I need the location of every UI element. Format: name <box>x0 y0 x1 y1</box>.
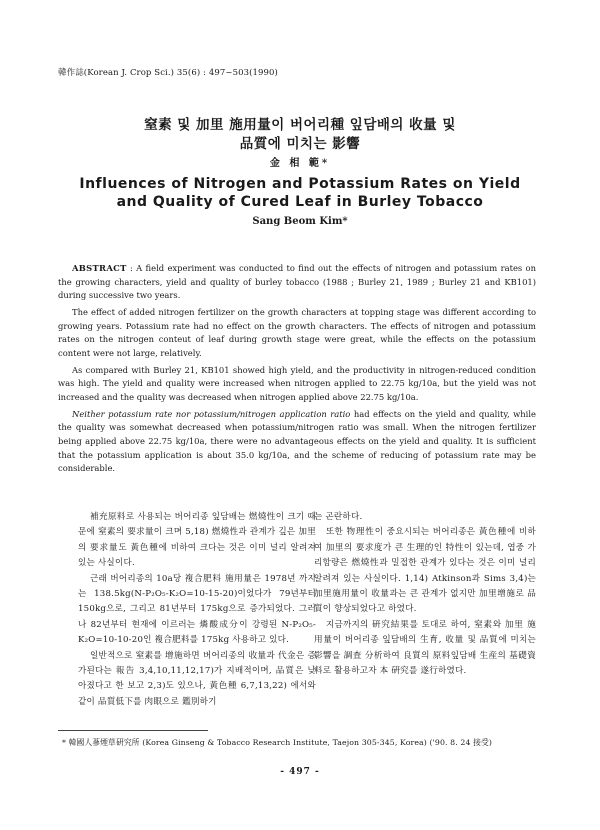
footnote: * 韓國人蔘煙草硏究所 (Korea Ginseng & Tobacco Research Institute, Taejon 305-345, Korea) ('90. 8. 24 接受) <box>62 738 493 747</box>
abstract-text-1: : A field experiment was conducted to find out the effects of nitrogen and potassium rates on the growing characters, yield and quality of burley tobacco (1988 ; Burley 21, 1989 ; Burley 21 and KB101) during successive two years. <box>58 263 536 301</box>
abstract-paragraph-2: The effect of added nitrogen fertilizer on the growth characters at topping stage was different according to growing years. Potassium rate had no effect on the growth characters. The effects of nitrogen and potassium rates on the nitrogen conteut of leaf during growth stage were great, while the effects on the potassium content were not large, relatively. <box>58 307 536 358</box>
body-paragraph: 補充原料로 사용되는 버어리종 잎담배는 燃燒性이 크기 때문에 窒素의 要求量이 크며 5,18) 燃燒性과 관계가 깊은 加里의 要求量도 黃色種에 비하여 크다는 것은 이미 널리 알려져 있는 사실이다. <box>78 512 316 569</box>
abstract-paragraph-3: As compared with Burley 21, KB101 showed high yield, and the productivity in nitrogen-reduced condition was high. The yield and quality were increased when nitrogen applied to 22.75 kg/10a, but the yield was not increased and the quality was decreased when nitrogen applied above 22.75 kg/10a. <box>58 364 536 402</box>
body-paragraph: 일반적으로 窒素를 增施하면 버어리종의 收量과 代金은 증가된다는 報告 3,4,10,11,12,17)가 지배적이며, 品質은 낮아졌다고 한 보고 2,3)도 있으나, 黃色種 6,7,13,22) 에서와 같이 品質低下를 肉眼으로 鑑別하기 <box>78 650 316 707</box>
journal-reference: 韓作誌(Korean J. Crop Sci.) 35(6) : 497~503(1990) <box>58 68 278 78</box>
abstract-text-4: had effects on the yield and quality, while the quality was somewhat decreased when potassium/nitrogen ratio was small. When the nitrogen fertilizer being applied above 22.75 kg/10a, there were no advantageous effects on the yield and quality. It is sufficient that the potassium application is about 35.0 kg/10a, and the scheme of reducing of potassium rate may be considerable. <box>58 408 536 474</box>
body-paragraph: 근래 버어리종의 10a당 複合肥料 施用量은 1978년 까지는 138.5kg(N-P₂O₅-K₂O=10-15-20)이었다가 79년부터 150kg으로, 그리고 81년부터 175kg으로 증가되었다. 그러나 82년부터 현재에 이르러는 燐酸成分이 강령된 N-P₂O₅-K₂O=10-10-20인 複合肥料를 175kg 사용하고 있다. <box>78 573 316 646</box>
abstract-paragraph-1 <box>58 262 536 303</box>
page-number: - 497 - <box>280 767 320 777</box>
abstract <box>58 262 536 479</box>
english-title-line-2: and Quality of Cured Leaf in Burley Tobacco <box>116 194 484 210</box>
korean-title-line-1: 窒素 및 加里 施用量이 버어리種 잎담배의 收量 및 <box>144 117 456 133</box>
body-paragraph: 지금까지의 硏究結果를 토대로 하여, 窒素와 加里 施用量이 버어리종 잎담배의 生育, 收量 및 品質에 미치는 影響을 調査 分析하여 良質의 原料잎담배 生産의 基礎資料로 활용하고자 本 硏究를 遂行하였다. <box>314 619 536 677</box>
body-left-column <box>78 510 316 710</box>
abstract-label: ABSTRACT <box>72 263 127 273</box>
abstract-paragraph-4 <box>58 408 536 476</box>
korean-title-line-2: 品質에 미치는 影響 <box>239 136 361 152</box>
korean-author: 金 相 範* <box>269 158 331 169</box>
abstract-italic-phrase: Neither potassium rate nor potassium/nitrogen application ratio <box>72 408 351 419</box>
body-right-column <box>314 510 536 679</box>
body-paragraph: 는 곤란하다. <box>314 512 363 522</box>
footnote-divider <box>58 730 208 731</box>
english-title-line-1: Influences of Nitrogen and Potassium Rates on Yield <box>79 176 521 192</box>
english-author: Sang Beom Kim* <box>252 216 348 227</box>
body-paragraph: 또한 物理性이 중요시되는 버어리종은 黃色種에 비하여 加里의 要求度가 큰 生理的인 特性이 있는데, 엽중 가리함량은 燃燒性과 밀접한 관계가 있다는 것은 이미 널리 알려져 있는 사실이다. 1,14) Atkinson과 Sims 3,4)는 加里施用量이 收量과는 큰 관계가 없지만 加里增施로 品質이 향상되었다고 하였다. <box>314 527 536 615</box>
